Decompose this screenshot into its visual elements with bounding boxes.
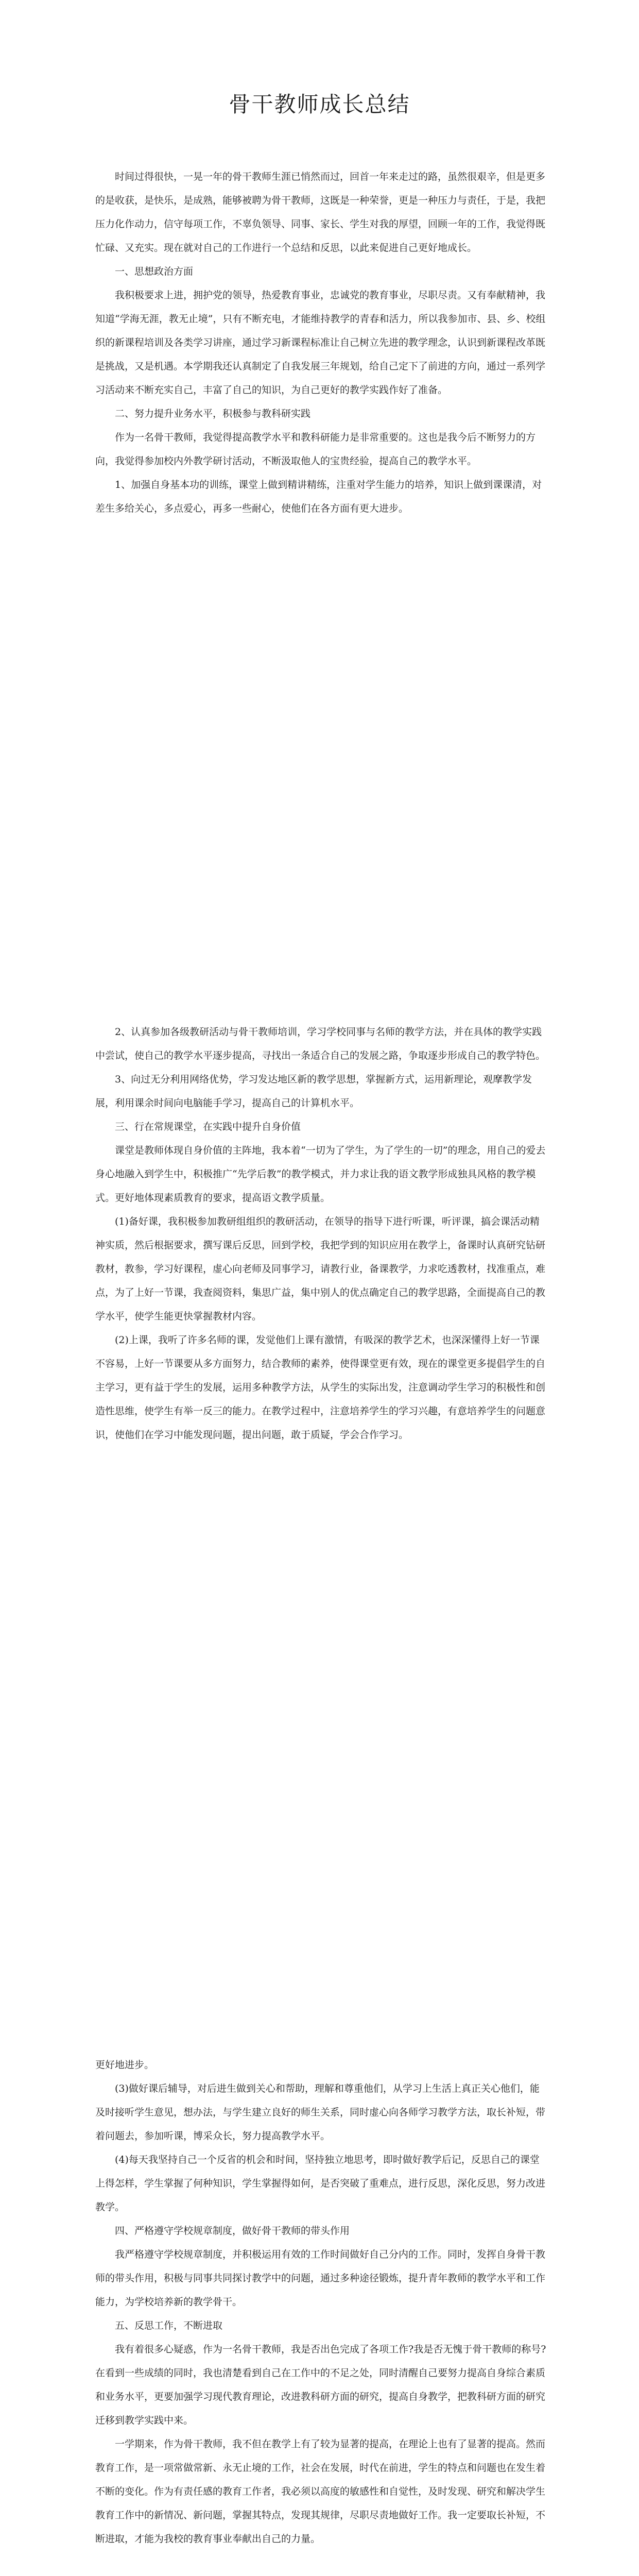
section-heading: 二、努力提升业务水平，积极参与教科研实践 xyxy=(115,408,311,419)
body-block-1 xyxy=(95,165,548,520)
paragraph: (2)上课，我听了许多名师的课，发觉他们上课有激情，有吸深的教学艺术，也深深懂得上好一节课不容易，上好一节课要从多方面努力，结合教师的素养，使得课堂更有效，现在的课堂更多提倡学生的自主学习，更有益于学生的发展，运用多种教学方法，从学生的实际出发，注意调动学生学习的积极性和创造性思维，使学生有举一反三的能力。在教学过程中，注意培养学生的学习兴趣，有意培养学生的问题意识，使他们在学习中能发现问题，提出问题，敢于质疑，学会合作学习。 xyxy=(95,1334,546,1440)
paragraph: 2、认真参加各级教研活动与骨干教师培训，学习学校同事与名师的教学方法，并在具体的教学实践中尝试，使自己的教学水平逐步提高，寻找出一条适合自己的发展之路，争取逐步形成自己的教学特色。 xyxy=(95,1026,546,1061)
paragraph: 3、向过无分利用网络优势，学习发达地区新的教学思想，掌握新方式，运用新理论，观摩教学发展，利用课余时间向电脑能手学习，提高自己的计算机水平。 xyxy=(95,1074,532,1109)
section-heading: 四、严格遵守学校规章制度，做好骨干教师的带头作用 xyxy=(115,2225,350,2236)
section-heading: 三、行在常规课堂，在实践中提升自身价值 xyxy=(115,1121,301,1132)
paragraph: (4)每天我坚持自己一个反省的机会和时间，坚持独立地思考，即时做好教学后记，反思自己的课堂上得怎样，学生掌握了何种知识，学生掌握得如何，是否突破了重难点，进行反思，深化反思，努力改进教学。 xyxy=(95,2154,546,2213)
body-block-2 xyxy=(95,1020,548,1447)
paragraph: 1、加强自身基本功的训练，课堂上做到精讲精练，注重对学生能力的培养，知识上做到课课清，对差生多给关心，多点爱心，再多一些耐心，使他们在各方面有更大进步。 xyxy=(95,479,542,514)
paragraph: 作为一名骨干教师，我觉得提高教学水平和教科研能力是非常重要的。这也是我今后不断努力的方向，我觉得参加校内外教学研讨活动，不断汲取他人的宝贵经验，提高自己的教学水平。 xyxy=(95,432,536,467)
body-block-3 xyxy=(95,2053,548,2551)
section-heading: 一、思想政治方面 xyxy=(115,266,194,277)
paragraph: 时间过得很快，一晃一年的骨干教师生涯已悄然而过，回首一年来走过的路，虽然很艰辛，但是更多的是收获，是快乐，是成熟，能够被聘为骨干教师，这既是一种荣誉，更是一种压力与责任，于是，我把压力化作动力，信守每项工作，不辜负领导、同事、家长、学生对我的厚望，回顾一年的工作，我觉得既忙碌、又充实。现在就对自己的工作进行一个总结和反思，以此来促进自己更好地成长。 xyxy=(95,171,546,253)
paragraph: 一学期来，作为骨干教师，我不但在教学上有了较为显著的提高，在理论上也有了显著的提高。然而教育工作，是一项常做常新、永无止境的工作，社会在发展，时代在前进，学生的特点和问题也在发生着不断的变化。作为有责任感的教育工作者，我必须以高度的敏感性和自觉性，及时发现、研究和解决学生教育工作中的新情况、新问题，掌握其特点，发现其规律，尽职尽责地做好工作。我一定要取长补短，不断进取，才能为我校的教育事业奉献出自己的力量。 xyxy=(95,2438,546,2545)
paragraph: 课堂是教师体现自身价值的主阵地，我本着“一切为了学生，为了学生的一切”的理念，用自己的爱去身心地融入到学生中，积极推广“先学后教”的教学模式，并力求让我的语文教学形成独具风格的教学模式。更好地体现素质教育的要求，提高语文教学质量。 xyxy=(95,1145,546,1204)
section-heading: 五、反思工作，不断进取 xyxy=(115,2320,223,2331)
paragraph: (3)做好课后辅导，对后进生做到关心和帮助，理解和尊重他们，从学习上生活上真正关心他们，能及时接听学生意见，想办法，与学生建立良好的师生关系，同时虚心向各师学习教学方法，取长补短，带着问题去，参加听课，博采众长，努力提高教学水平。 xyxy=(95,2083,546,2142)
paragraph: 我严格遵守学校规章制度，并积极运用有效的工作时间做好自己分内的工作。同时，发挥自身骨干教师的带头作用，积极与同事共同探讨教学中的问题，通过多种途径锻炼，提升青年教师的教学水平和工作能力，为学校培养新的教学骨干。 xyxy=(95,2249,546,2308)
paragraph: 我有着很多心疑惑，作为一名骨干教师，我是否出色完成了各项工作?我是否无愧于骨干教师的称号?在看到一些成绩的同时，我也清楚看到自己在工作中的不足之处，同时清醒自己要努力提高自身综合素质和业务水平，更要加强学习现代教育理论，改进教科研方面的研究，提高自身教学，把教科研方面的研究迁移到教学实践中来。 xyxy=(95,2344,546,2426)
paragraph: (1)备好课，我积极参加教研组组织的教研活动，在领导的指导下进行听课，听评课，搞会课活动精神实质，然后根据要求，撰写课后反思，回到学校，我把学到的知识应用在教学上，备课时认真研究钻研教材，教参，学习好课程，虚心向老师及同事学习，请教行业，备课教学，力求吃透教材，找准重点，难点，为了上好一节课，我查阅资料，集思广益，集中别人的优点确定自己的教学思路，全面提高自己的教学水平，使学生能更快掌握教材内容。 xyxy=(95,1216,546,1322)
paragraph: 我积极要求上进，拥护党的领导，热爱教育事业，忠诚党的教育事业，尽职尽责。又有奉献精神，我知道“学海无涯，教无止境”，只有不断充电，才能维持教学的青春和活力，所以我参加市、县、乡、校组织的新课程培训及各类学习讲座，通过学习新课程标准让自己树立先进的教学理念，认识到新课程改革既是挑战，又是机遇。本学期我还认真制定了自我发展三年规划，给自己定下了前进的方向，通过一系列学习活动来不断充实自己，丰富了自己的知识，为自己更好的教学实践作好了准备。 xyxy=(95,290,546,396)
document-title: 骨干教师成长总结 xyxy=(229,92,410,117)
paragraph-continuation: 更好地进步。 xyxy=(95,2059,154,2071)
